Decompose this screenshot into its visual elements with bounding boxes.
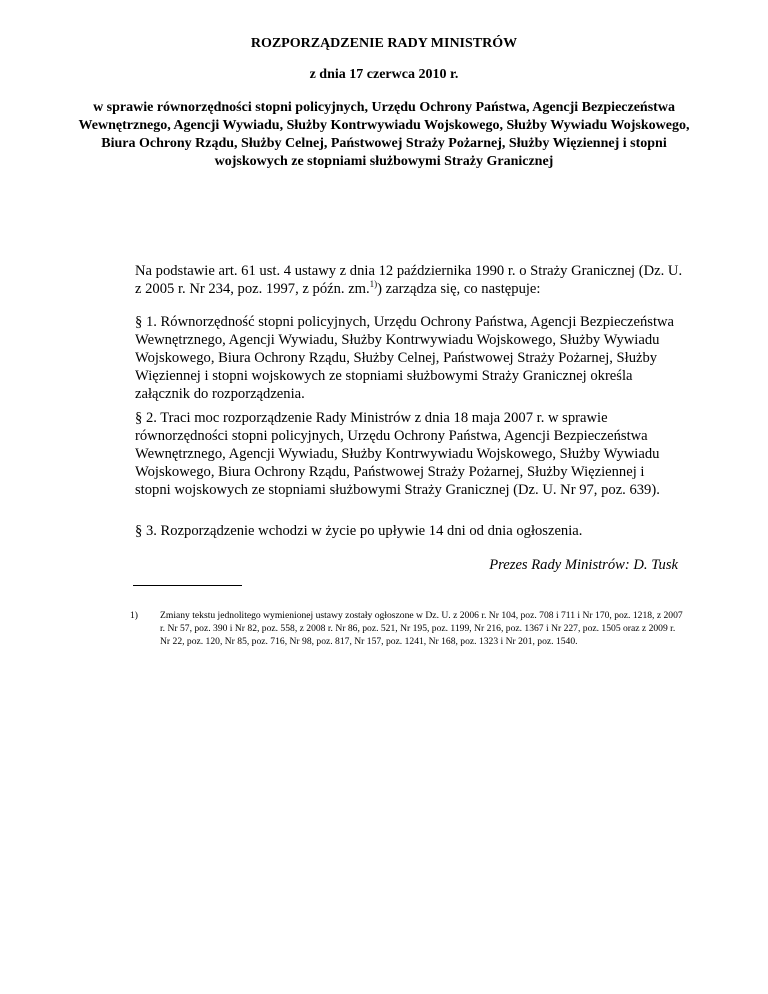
- footnote-reference: 1): [369, 279, 378, 289]
- section-1-paragraph: § 1. Równorzędność stopni policyjnych, Urzędu Ochrony Państwa, Agencji Bezpieczeństwa Wewnętrznego, Agencji Wywiadu, Służby Kontrwywiadu Wojskowego, Służby Wywiadu Wojskowego, Biura Ochrony Rządu, Służby Celnej, Państwowej Straży Pożarnej, Służby Więziennej i stopni wojskowych ze stopniami służbowymi Straży Granicznej określa załącznik do rozporządzenia.: [135, 314, 675, 402]
- legal-basis-ending: ) zarządza się, co następuje:: [377, 281, 541, 297]
- document-date: z dnia 17 czerwca 2010 r.: [309, 67, 459, 82]
- document-subject: w sprawie równorzędności stopni policyjnych, Urzędu Ochrony Państwa, Agencji Bezpieczeństwa Wewnętrznego, Agencji Wywiadu, Służby Kontrwywiadu Wojskowego, Służby Wywiadu Wojskowego, Biura Ochrony Rządu, Służby Celnej, Państwowej Straży Pożarnej, Służby Więziennej i stopni wojskowych ze stopniami służbowymi Straży Granicznej: [78, 100, 690, 169]
- section-2-paragraph: § 2. Traci moc rozporządzenie Rady Ministrów z dnia 18 maja 2007 r. w sprawie równorzędności stopni policyjnych, Urzędu Ochrony Państwa, Agencji Bezpieczeństwa Wewnętrznego, Agencji Wywiadu, Służby Kontrwywiadu Wojskowego, Służby Wywiadu Wojskowego, Biura Ochrony Rządu, Państwowej Straży Pożarnej, Służby Więziennej i stopni wojskowych ze stopniami służbowymi Straży Granicznej (Dz. U. Nr 97, poz. 639).: [135, 410, 660, 498]
- footnote-number: 1): [130, 610, 138, 621]
- section-3-paragraph: § 3. Rozporządzenie wchodzi w życie po upływie 14 dni od dnia ogłoszenia.: [135, 523, 583, 539]
- footnote-text: Zmiany tekstu jednolitego wymienionej ustawy zostały ogłoszone w Dz. U. z 2006 r. Nr 104, poz. 708 i 711 i Nr 170, poz. 1218, z 2007 r. Nr 57, poz. 390 i Nr 82, poz. 558, z 2008 r. Nr 86, poz. 521, Nr 195, poz. 1199, Nr 216, poz. 1367 i Nr 227, poz. 1505 oraz z 2009 r. Nr 22, poz. 120, Nr 85, poz. 716, Nr 98, poz. 817, Nr 157, poz. 1241, Nr 168, poz. 1323 i Nr 201, poz. 1540.: [160, 610, 683, 647]
- legal-basis-text: Na podstawie art. 61 ust. 4 ustawy z dnia 12 października 1990 r. o Straży Granicznej (Dz. U. z 2005 r. Nr 234, poz. 1997, z późn. zm.: [135, 263, 683, 297]
- footnote-separator: [133, 585, 242, 586]
- footnote: [130, 609, 684, 648]
- legal-basis-paragraph: [135, 262, 683, 298]
- signature: Prezes Rady Ministrów: D. Tusk: [489, 557, 678, 573]
- document-title: ROZPORZĄDZENIE RADY MINISTRÓW: [250, 36, 518, 51]
